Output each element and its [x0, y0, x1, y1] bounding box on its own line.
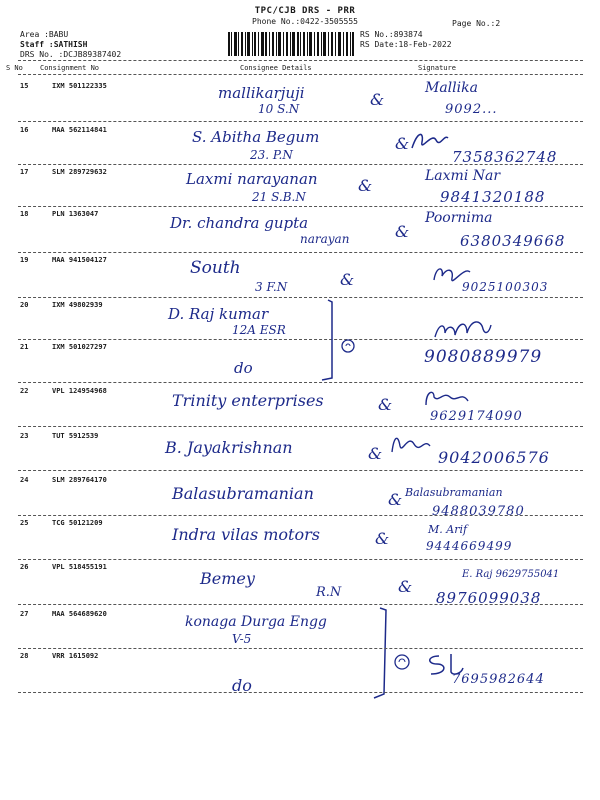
recipient-phone: 9025100303 — [462, 280, 549, 294]
row-sno: 15 — [20, 82, 29, 90]
row-sno: 19 — [20, 256, 29, 264]
rs-date: RS Date:18-Feb-2022 — [360, 40, 452, 49]
row-divider — [18, 121, 583, 122]
row-sno: 25 — [20, 519, 29, 527]
consignment-number: VPL 124954968 — [52, 387, 107, 395]
consignee-name: do — [232, 676, 252, 695]
consignee-name: do — [234, 359, 253, 377]
tick-mark: & — [378, 395, 393, 414]
col-consignment: Consignment No — [40, 64, 100, 72]
drs-number: DRS No. :DCJB89387402 — [20, 50, 122, 59]
signature: E. Raj 9629755041 — [462, 569, 560, 580]
consignee-name: konaga Durga Engg — [185, 614, 327, 630]
row-divider — [18, 648, 583, 649]
row-divider — [18, 339, 583, 340]
table-row — [0, 82, 600, 122]
left-info-block — [20, 30, 121, 60]
consignee-name: S. Abitha Begum — [192, 128, 320, 146]
table-row — [0, 126, 600, 166]
row-sno: 24 — [20, 476, 29, 484]
consignee-name: Balasubramanian — [172, 484, 314, 503]
consignment-number: VPL 518455191 — [52, 563, 107, 571]
staff-label: Staff :SATHISH — [20, 40, 88, 49]
signature: M. Arif — [428, 523, 468, 536]
row-sno: 22 — [20, 387, 29, 395]
consignment-number: SLM 289729632 — [52, 168, 107, 176]
table-row — [0, 387, 600, 427]
recipient-phone: 8976099038 — [436, 589, 542, 607]
table-row — [0, 652, 600, 695]
consignment-number: MAA 564689620 — [52, 610, 107, 618]
recipient-phone: 9042006576 — [438, 448, 550, 467]
table-row — [0, 301, 600, 341]
consignee-name: Bemey — [200, 569, 255, 588]
signature: Mallika — [425, 80, 478, 96]
table-row — [0, 168, 600, 208]
signature: Laxmi Nar — [425, 168, 501, 184]
row-sno: 20 — [20, 301, 29, 309]
consignment-number: IXM 501122335 — [52, 82, 107, 90]
consignee-address: narayan — [300, 232, 350, 246]
consignee-address: 10 S.N — [258, 102, 300, 116]
signature-scribble — [433, 315, 493, 341]
consignment-number: TUT 5912539 — [52, 432, 99, 440]
tick-mark: & — [395, 222, 410, 241]
table-row — [0, 432, 600, 472]
phone-number: Phone No.:0422-3505555 — [252, 17, 358, 26]
tick-mark: & — [388, 490, 403, 509]
row-divider — [18, 515, 583, 516]
signature-scribble — [410, 128, 450, 152]
col-sno: S No — [6, 64, 23, 72]
row-divider — [18, 297, 583, 298]
recipient-phone: 9629174090 — [430, 409, 523, 424]
table-row — [0, 563, 600, 607]
consignee-name: South — [190, 258, 241, 278]
row-sno: 21 — [20, 343, 29, 351]
header-center — [230, 6, 380, 26]
consignment-number: VRR 1615092 — [52, 652, 99, 660]
consignee-name: mallikarjuji — [218, 84, 305, 102]
consignment-number: SLM 289764170 — [52, 476, 107, 484]
tick-mark: & — [368, 444, 383, 463]
signature-scribble — [388, 432, 432, 458]
consignment-number: PLN 1363047 — [52, 210, 99, 218]
tick-mark: & — [375, 529, 390, 548]
table-row — [0, 343, 600, 383]
consignee-address: 12A ESR — [232, 323, 286, 337]
row-divider — [18, 382, 583, 383]
tick-mark: & — [340, 270, 355, 289]
barcode — [228, 32, 354, 56]
consignment-number: TCG 50121209 — [52, 519, 103, 527]
row-sno: 27 — [20, 610, 29, 618]
row-sno: 26 — [20, 563, 29, 571]
row-divider — [18, 426, 583, 427]
tick-mark: & — [398, 577, 413, 596]
recipient-phone: 9444669499 — [426, 539, 513, 553]
page-number: Page No.:2 — [452, 19, 501, 28]
consignee-address: 21 S.B.N — [252, 190, 306, 204]
signature: Balasubramanian — [405, 486, 503, 499]
consignee-address: R.N — [316, 585, 342, 600]
consignee-name: Laxmi narayanan — [186, 170, 318, 188]
table-row — [0, 256, 600, 296]
recipient-phone: 9488039780 — [432, 504, 525, 519]
consignee-address: V-5 — [232, 632, 252, 646]
row-sno: 17 — [20, 168, 29, 176]
signature: Poornima — [425, 210, 493, 226]
recipient-phone: 9080889979 — [424, 347, 543, 367]
row-sno: 16 — [20, 126, 29, 134]
row-sno: 28 — [20, 652, 29, 660]
recipient-phone: 9092... — [445, 102, 498, 117]
column-header-row — [0, 64, 600, 74]
table-row — [0, 476, 600, 519]
consignee-name: D. Raj kumar — [168, 305, 269, 323]
sheet-title: TPC/CJB DRS - PRR — [254, 6, 356, 16]
consignee-name: Trinity enterprises — [172, 391, 324, 410]
consignment-number: IXM 49802939 — [52, 301, 103, 309]
col-consignee: Consignee Details — [240, 64, 312, 72]
signature-scribble — [422, 387, 472, 409]
consignee-address: 23. P.N — [250, 148, 293, 162]
consignee-name: Indra vilas motors — [172, 525, 320, 544]
tick-mark: & — [395, 134, 410, 153]
row-sno: 18 — [20, 210, 29, 218]
consignee-name: Dr. chandra gupta — [170, 214, 309, 232]
rs-number: RS No.:893874 — [360, 30, 423, 39]
row-divider — [18, 164, 583, 165]
recipient-phone: 6380349668 — [460, 232, 566, 250]
col-signature: Signature — [418, 64, 456, 72]
row-divider — [18, 559, 583, 560]
consignee-name: B. Jayakrishnan — [165, 438, 293, 457]
row-divider — [18, 604, 583, 605]
tick-mark: & — [370, 90, 385, 109]
tick-mark: & — [358, 176, 373, 195]
row-divider — [18, 206, 583, 207]
area-label: Area :BABU — [20, 30, 69, 39]
row-sno: 23 — [20, 432, 29, 440]
row-divider — [18, 470, 583, 471]
consignment-number: MAA 941504127 — [52, 256, 107, 264]
row-divider — [18, 252, 583, 253]
consignment-number: IXM 501027297 — [52, 343, 107, 351]
consignment-number: MAA 562114841 — [52, 126, 107, 134]
table-row — [0, 210, 600, 250]
consignee-address: 3 F.N — [255, 280, 288, 294]
right-info-block — [360, 30, 452, 50]
table-row — [0, 519, 600, 559]
divider — [18, 74, 583, 75]
table-row — [0, 610, 600, 650]
row-divider — [18, 692, 583, 693]
divider — [18, 60, 583, 61]
recipient-phone: 7695982644 — [452, 672, 545, 687]
recipient-phone: 7358362748 — [452, 148, 558, 166]
recipient-phone: 9841320188 — [440, 188, 546, 206]
